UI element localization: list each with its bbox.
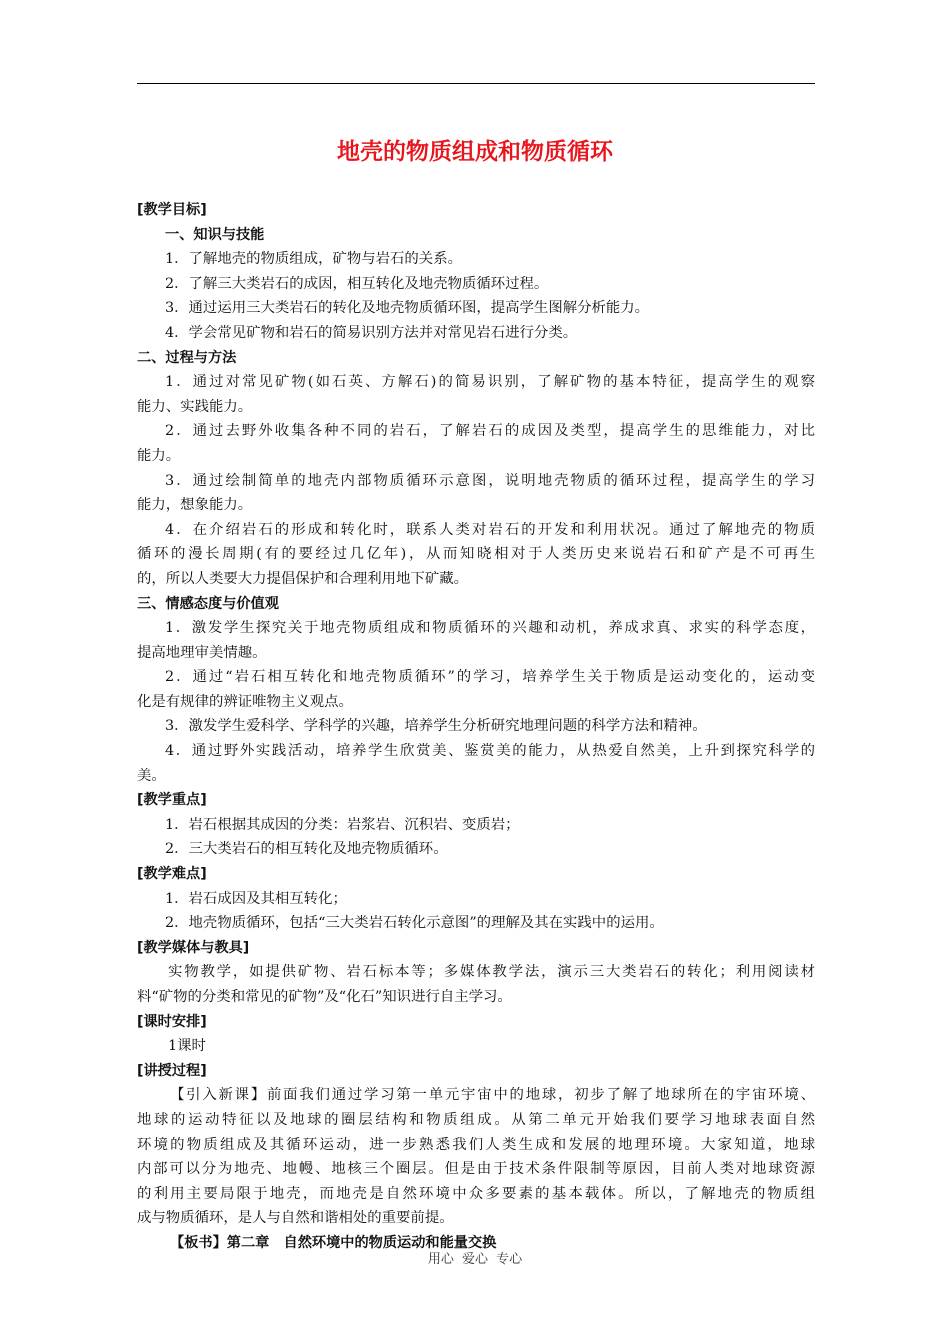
document-title: 地壳的物质组成和物质循环 [337,139,613,165]
paragraph-line: 成与物质循环，是人与自然和谐相处的重要前提。 [137,1210,454,1227]
paragraph-line: 美。 [137,767,166,784]
paragraph-line: 的利用主要局限于地壳，而地壳是自然环境中众多要素的基本载体。所以，了解地壳的物质组 [137,1185,815,1202]
paragraph-line: 内部可以分为地壳、地幔、地核三个圈层。但是由于技术条件限制等原因，目前人类对地球资源 [137,1161,815,1178]
list-item: 4．学会常见矿物和岩石的简易识别方法并对常见岩石进行分类。 [165,324,578,341]
list-item: 1．岩石成因及其相互转化； [165,890,347,907]
subsection-heading: 一、知识与技能 [165,226,265,243]
board-heading: 【板书】第二章 自然环境中的物质运动和能量交换 [170,1234,497,1251]
paragraph-line: 能力，想象能力。 [137,497,253,514]
paragraph-line: 1．通过对常见矿物(如石英、方解石)的简易识别，了解矿物的基本特征，提高学生的观察 [165,374,815,391]
subsection-heading: 三、情感态度与价值观 [137,595,279,612]
paragraph-line: 4．通过野外实践活动，培养学生欣赏美、鉴赏美的能力，从热爱自然美，上升到探究科学的 [165,743,815,760]
section-heading: [课时安排] [137,1013,207,1030]
paragraph-line: 实物教学，如提供矿物、岩石标本等；多媒体教学法，演示三大类岩石的转化；利用阅读材 [168,964,815,981]
header-rule [137,83,815,84]
section-heading: [教学目标] [137,202,207,218]
section-heading: [教学重点] [137,792,207,809]
paragraph-line: 1课时 [168,1038,206,1055]
paragraph-line: 4．在介绍岩石的形成和转化时，联系人类对岩石的开发和利用状况。通过了解地壳的物质 [165,521,815,538]
paragraph-line: 【引入新课】前面我们通过学习第一单元宇宙中的地球，初步了解了地球所在的宇宙环境、 [170,1087,815,1104]
page-footer: 用心 爱心 专心 [427,1252,523,1267]
paragraph-line: 3．通过绘制简单的地壳内部物质循环示意图，说明地壳物质的循环过程，提高学生的学习 [165,472,815,489]
list-item: 1．岩石根据其成因的分类：岩浆岩、沉积岩、变质岩； [165,816,520,833]
paragraph-line: 2．通过“岩石相互转化和地壳物质循环”的学习，培养学生关于物质是运动变化的，运动变 [165,669,815,686]
paragraph-line: 3．激发学生爱科学、学科学的兴趣，培养学生分析研究地理问题的科学方法和精神。 [165,718,707,735]
paragraph-line: 能力。 [137,447,181,464]
list-item: 2．了解三大类岩石的成因，相互转化及地壳物质循环过程。 [165,275,549,292]
paragraph-line: 化是有规律的辨证唯物主义观点。 [137,693,353,710]
section-heading: [教学难点] [137,866,207,883]
section-heading: [教学媒体与教具] [137,939,250,956]
paragraph-line: 循环的漫长周期(有的要经过几亿年)，从而知晓相对于人类历史来说岩石和矿产是不可再生 [137,546,815,563]
list-item: 2．三大类岩石的相互转化及地壳物质循环。 [165,841,448,858]
list-item: 1．了解地壳的物质组成，矿物与岩石的关系。 [165,251,462,268]
list-item: 2．地壳物质循环，包括“三大类岩石转化示意图”的理解及其在实践中的运用。 [165,915,664,932]
subsection-heading: 二、过程与方法 [137,349,237,366]
paragraph-line: 1．激发学生探究关于地壳物质组成和物质循环的兴趣和动机，养成求真、求实的科学态度， [165,620,815,637]
paragraph-line: 的，所以人类要大力提倡保护和合理利用地下矿藏。 [137,570,468,587]
paragraph-line: 地球的运动特征以及地球的圈层结构和物质组成。从第二单元开始我们要学习地球表面自然 [137,1111,815,1128]
paragraph-line: 2．通过去野外收集各种不同的岩石，了解岩石的成因及类型，提高学生的思维能力，对比 [165,423,815,440]
document-body [137,198,815,1256]
section-heading: [讲授过程] [137,1062,207,1079]
paragraph-line: 能力、实践能力。 [137,398,253,415]
list-item: 3．通过运用三大类岩石的转化及地壳物质循环图，提高学生图解分析能力。 [165,300,650,317]
paragraph-line: 环境的物质组成及其循环运动，进一步熟悉我们人类生成和发展的地理环境。大家知道，地球 [137,1136,815,1153]
paragraph-line: 料“矿物的分类和常见的矿物”及“化石”知识进行自主学习。 [137,989,512,1005]
paragraph-line: 提高地理审美情趣。 [137,644,267,661]
